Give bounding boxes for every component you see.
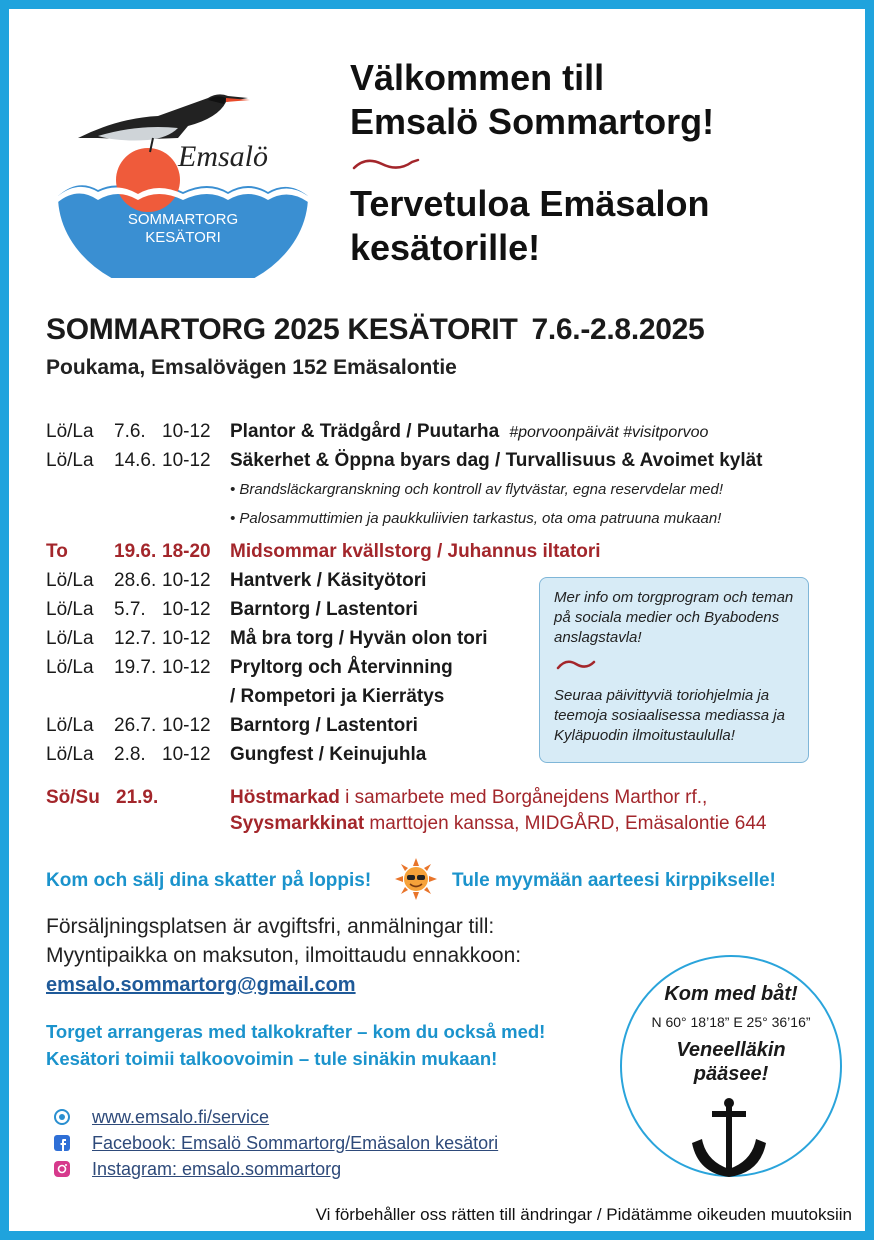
swirl-divider-icon — [556, 658, 596, 672]
note-fi: • Palosammuttimien ja paukkuliivien tarkastus, ota oma patruuna mukaan! — [230, 510, 722, 527]
row-event-text: Plantor & Trädgård / Puutarha — [230, 421, 500, 442]
signup-sv: Försäljningsplatsen är avgiftsfri, anmälningar till: — [46, 915, 495, 938]
note-sv: • Brandsläckargranskning och kontroll av flytvästar, egna reservdelar med! — [230, 481, 723, 498]
row-date: 5.7. — [114, 599, 146, 620]
row-date: 19.7. — [114, 657, 157, 678]
footer-disclaimer: Vi förbehåller oss rätten till ändringar / Pidätämme oikeuden muutoksiin — [315, 1205, 852, 1224]
loppis-sv: Kom och sälj dina skatter på loppis! — [46, 870, 372, 891]
autumn-desc-sv: i samarbete med Borgånejdens Marthor rf., — [339, 787, 708, 808]
row-date: 19.6. — [114, 541, 157, 562]
row-event: Må bra torg / Hyvän olon tori — [230, 628, 488, 649]
info-box — [539, 577, 809, 763]
row-event: Midsommar kvällstorg / Juhannus iltatori — [230, 541, 601, 562]
row-day: Lö/La — [46, 450, 94, 471]
row-hashtags: #porvoonpäivät #visitporvoo — [509, 424, 709, 441]
volunteer-sv: Torget arrangeras med talkokrafter – kom du också med! — [46, 1021, 546, 1042]
boat-sv: Kom med båt! — [664, 983, 798, 1005]
row-day: Lö/La — [46, 570, 94, 591]
info-box-sv: Mer info om torgprogram och teman på sociala medier och Byabodens anslagstavla! — [554, 589, 794, 646]
website-link[interactable] — [54, 1107, 269, 1128]
info-box-fi: Seuraa päivittyviä toriohjelmia ja teemoja sosiaalisessa mediassa ja Kyläpuodin ilmoitustaululla! — [554, 687, 785, 744]
row-date: 7.6. — [114, 421, 146, 442]
row-day: Lö/La — [46, 599, 94, 620]
row-day: Lö/La — [46, 657, 94, 678]
row-time: 18-20 — [162, 541, 211, 562]
row-day: Lö/La — [46, 628, 94, 649]
anchor-icon — [688, 1097, 770, 1179]
signup-fi: Myyntipaikka on maksuton, ilmoittaudu ennakkoon: — [46, 944, 522, 967]
boat-fi-line2: pääsee! — [693, 1063, 769, 1085]
emsalo-logo — [58, 68, 308, 278]
autumn-market-fi — [230, 811, 767, 837]
logo-brand-text: Emsalö — [178, 140, 268, 173]
row-event: Pryltorg och Återvinning — [230, 657, 453, 678]
title-main: SOMMARTORG 2025 KESÄTORIT — [46, 313, 518, 346]
instagram-link[interactable] — [54, 1159, 341, 1180]
website-text: www.emsalo.fi/service — [92, 1107, 270, 1127]
row-day: Lö/La — [46, 744, 94, 765]
row-day: Lö/La — [46, 715, 94, 736]
welcome-sv-line1: Välkommen till — [350, 57, 605, 98]
welcome-fi-line2: kesätorille! — [350, 227, 541, 268]
row-time: 10-12 — [162, 599, 211, 620]
title-dates: 7.6.-2.8.2025 — [531, 313, 705, 346]
volunteer-fi: Kesätori toimii talkoovoimin – tule sinäkin mukaan! — [46, 1048, 498, 1069]
row-date: 26.7. — [114, 715, 157, 736]
row-date: 14.6. — [114, 450, 157, 471]
sun-sunglasses-icon — [395, 858, 437, 900]
row-time: 10-12 — [162, 744, 211, 765]
welcome-fi-line1: Tervetuloa Emäsalon — [350, 183, 710, 224]
email-link[interactable]: emsalo.sommartorg@gmail.com — [46, 974, 356, 996]
facebook-link[interactable] — [54, 1133, 498, 1154]
instagram-icon — [54, 1161, 70, 1177]
row-event — [230, 419, 708, 446]
boat-fi-line1: Veneelläkin — [676, 1039, 786, 1061]
autumn-day: Sö/Su — [46, 787, 100, 808]
facebook-icon — [54, 1135, 70, 1151]
facebook-text: Facebook: Emsalö Sommartorg/Emäsalon kesätori — [92, 1133, 499, 1153]
row-day: To — [46, 541, 68, 562]
address: Poukama, Emsalövägen 152 Emäsalontie — [46, 356, 457, 379]
loppis-fi: Tule myymään aarteesi kirppikselle! — [452, 870, 776, 891]
row-time: 10-12 — [162, 450, 211, 471]
row-day: Lö/La — [46, 421, 94, 442]
globe-icon — [54, 1109, 70, 1125]
row-date: 12.7. — [114, 628, 157, 649]
row-date: 2.8. — [114, 744, 146, 765]
row-time: 10-12 — [162, 657, 211, 678]
row-event: Säkerhet & Öppna byars dag / Turvallisuus & Avoimet kylät — [230, 450, 763, 471]
row-event: Barntorg / Lastentori — [230, 599, 418, 620]
autumn-text-sv — [230, 785, 707, 811]
instagram-text: Instagram: emsalo.sommartorg — [92, 1159, 342, 1179]
row-event: Hantverk / Käsityötori — [230, 570, 427, 591]
row-event: Gungfest / Keinujuhla — [230, 744, 427, 765]
swirl-divider-icon — [352, 156, 422, 172]
row-date: 28.6. — [114, 570, 157, 591]
autumn-title-fi: Syysmarkkinat — [230, 813, 365, 834]
row-event: Barntorg / Lastentori — [230, 715, 418, 736]
page-title — [46, 313, 718, 347]
welcome-finnish — [350, 182, 709, 270]
boat-coordinates: N 60° 18’18” E 25° 36’16” — [651, 1014, 811, 1030]
row-event-line2: / Rompetori ja Kierrätys — [230, 686, 445, 707]
row-time: 10-12 — [162, 628, 211, 649]
autumn-title-sv: Höstmarkad — [230, 787, 340, 808]
welcome-sv-line2: Emsalö Sommartorg! — [350, 101, 715, 142]
welcome-swedish — [350, 56, 714, 144]
row-time: 10-12 — [162, 715, 211, 736]
autumn-date: 21.9. — [116, 787, 159, 808]
autumn-desc-fi: marttojen kanssa, MIDGÅRD, Emäsalontie 644 — [364, 813, 767, 834]
logo-line1: SOMMARTORG — [127, 211, 239, 228]
logo-line2: KESÄTORI — [145, 229, 221, 246]
row-time: 10-12 — [162, 421, 211, 442]
row-time: 10-12 — [162, 570, 211, 591]
